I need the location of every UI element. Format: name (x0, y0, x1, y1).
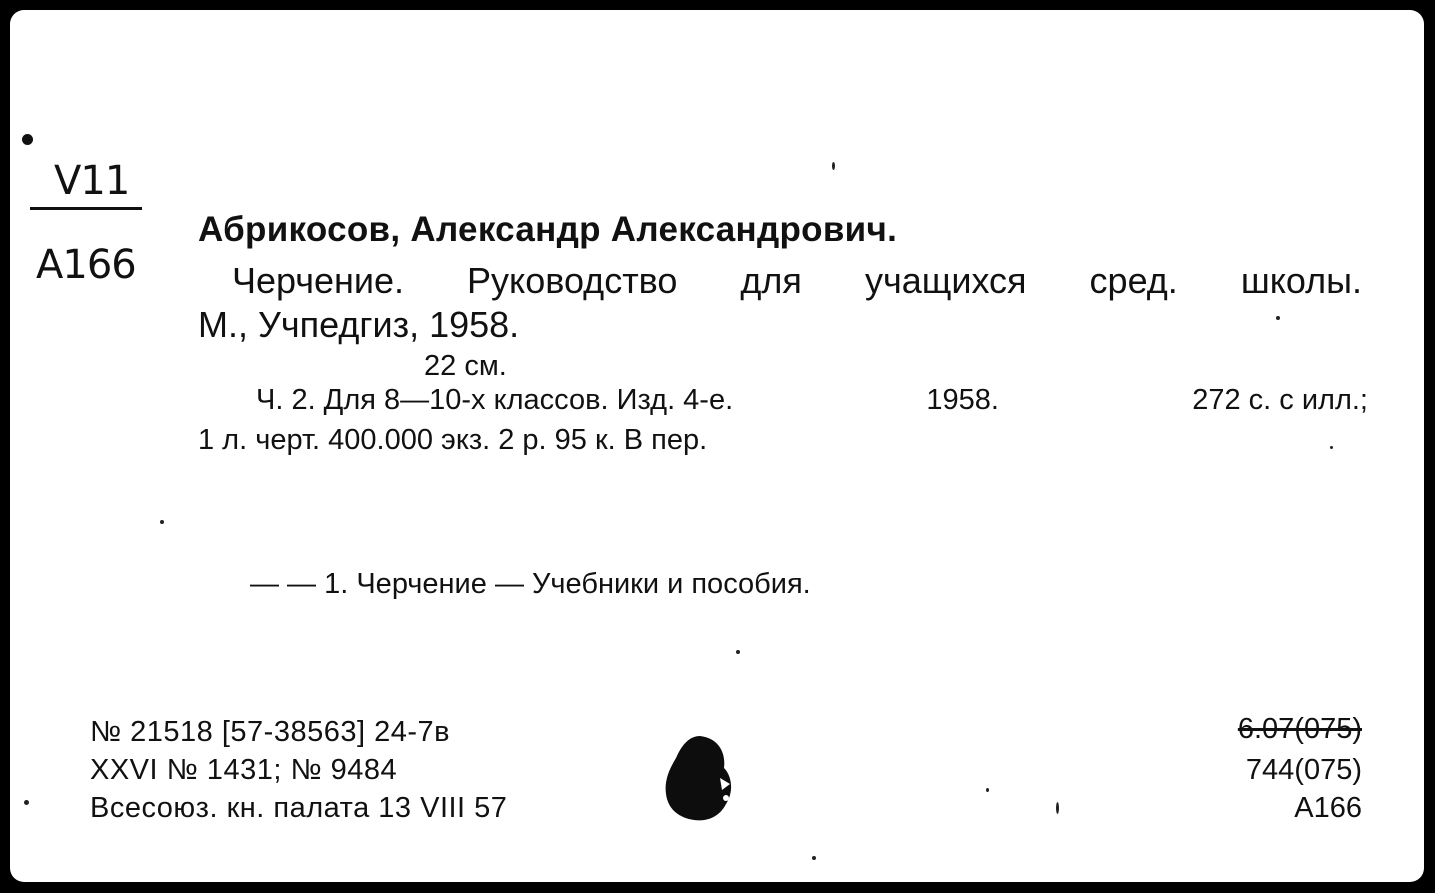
call-number-top: V11 (54, 158, 130, 204)
title-word: школы. (1240, 260, 1362, 301)
catalog-card (10, 10, 1424, 882)
subject-heading: — — 1. Черчение — Учебники и пособия. (250, 568, 811, 600)
speck (1056, 802, 1059, 814)
title-line-2: М., Учпедгиз, 1958. (198, 304, 520, 345)
speck (1330, 446, 1333, 449)
author-heading: Абрикосов, Александр Александрович. (198, 210, 898, 249)
speck (986, 788, 989, 792)
title-word: Черчение. (232, 260, 405, 301)
title-line-1 (232, 260, 1362, 302)
part-year: 1958. (926, 384, 999, 416)
title-word: сред. (1089, 260, 1178, 301)
part-description: Ч. 2. Для 8—10-х классов. Изд. 4-е. (256, 384, 734, 416)
book-size: 22 см. (424, 350, 507, 382)
classification-struck: 6.07(075) (1237, 713, 1362, 745)
title-word: учащихся (864, 260, 1027, 301)
part-line (256, 384, 1368, 417)
call-number-divider (30, 207, 142, 210)
speck (812, 856, 816, 860)
speck (832, 162, 835, 170)
speck (1276, 316, 1280, 320)
author-mark: A166 (1294, 792, 1362, 824)
imprint-line-2: XXVI № 1431; № 9484 (90, 754, 398, 786)
speck (160, 520, 164, 524)
classification-code: 744(075) (1245, 754, 1362, 786)
ink-dot (22, 134, 33, 145)
speck (24, 800, 29, 805)
speck (736, 650, 740, 654)
part-pages: 272 с. с илл.; (1192, 384, 1368, 416)
physical-description: 1 л. черт. 400.000 экз. 2 р. 95 к. В пер. (198, 424, 708, 456)
imprint-line-3: Всесоюз. кн. палата 13 VIII 57 (90, 792, 508, 824)
title-word: Руководство (467, 260, 678, 301)
imprint-line-1: № 21518 [57-38563] 24-7в (90, 716, 451, 748)
ink-blot (660, 732, 740, 829)
title-word: для (740, 260, 802, 301)
call-number-bottom: A166 (36, 242, 136, 288)
